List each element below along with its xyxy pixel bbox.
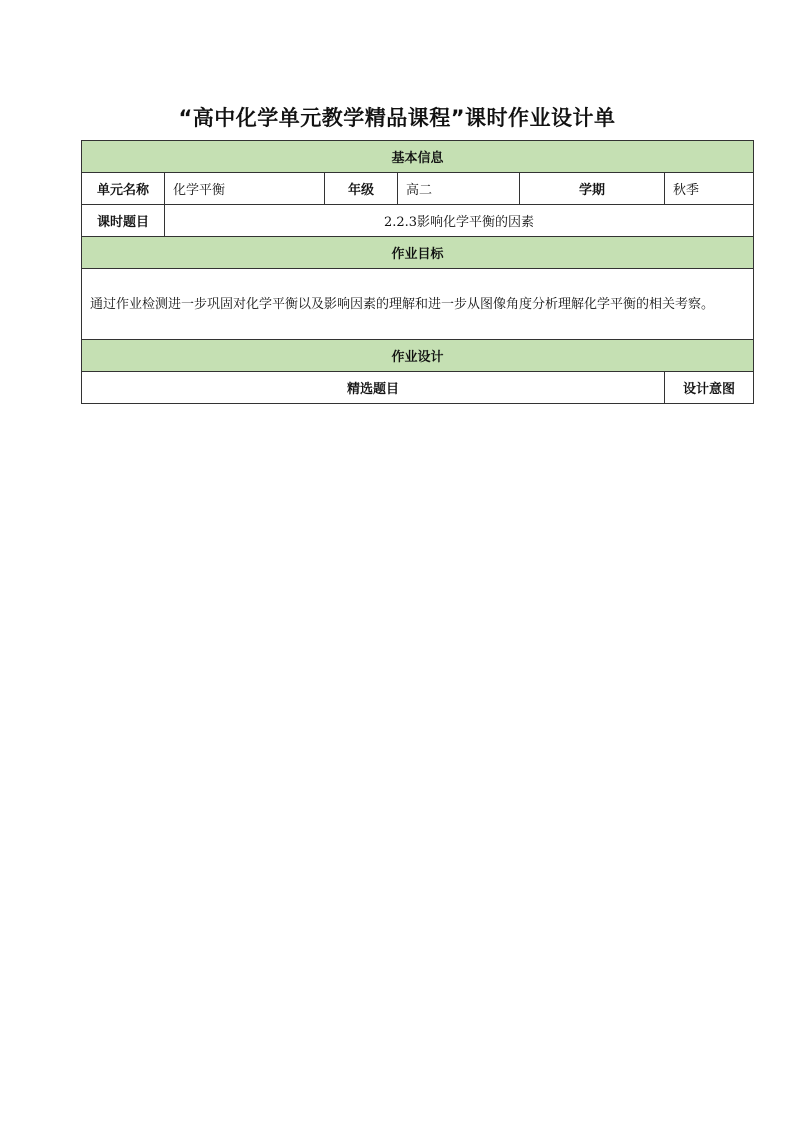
- semester-label: 学期: [520, 173, 665, 205]
- page-title: “高中化学单元教学精品课程”课时作业设计单: [178, 106, 616, 130]
- intent-column-header: 设计意图: [665, 372, 754, 404]
- basic-info-header-row: [82, 141, 754, 173]
- grade-label: 年级: [325, 173, 398, 205]
- lesson-label: 课时题目: [82, 205, 165, 237]
- semester-value: 秋季: [665, 173, 754, 205]
- goal-header: 作业目标: [82, 237, 754, 269]
- lesson-row: [82, 205, 754, 237]
- unit-name-label: 单元名称: [82, 173, 165, 205]
- questions-column-header: 精选题目: [82, 372, 665, 404]
- design-columns-row: [82, 372, 754, 404]
- goal-header-row: [82, 237, 754, 269]
- grade-value: 高二: [398, 173, 520, 205]
- lesson-value: 2.2.3影响化学平衡的因素: [165, 205, 754, 237]
- unit-name-value: 化学平衡: [165, 173, 325, 205]
- basic-info-header: 基本信息: [82, 141, 754, 173]
- goal-text: 通过作业检测进一步巩固对化学平衡以及影响因素的理解和进一步从图像角度分析理解化学平衡的相关考察。: [82, 269, 754, 340]
- design-header: 作业设计: [82, 340, 754, 372]
- design-header-row: [82, 340, 754, 372]
- basic-info-row: [82, 173, 754, 205]
- goal-row: [82, 269, 754, 340]
- homework-design-form: [81, 140, 754, 404]
